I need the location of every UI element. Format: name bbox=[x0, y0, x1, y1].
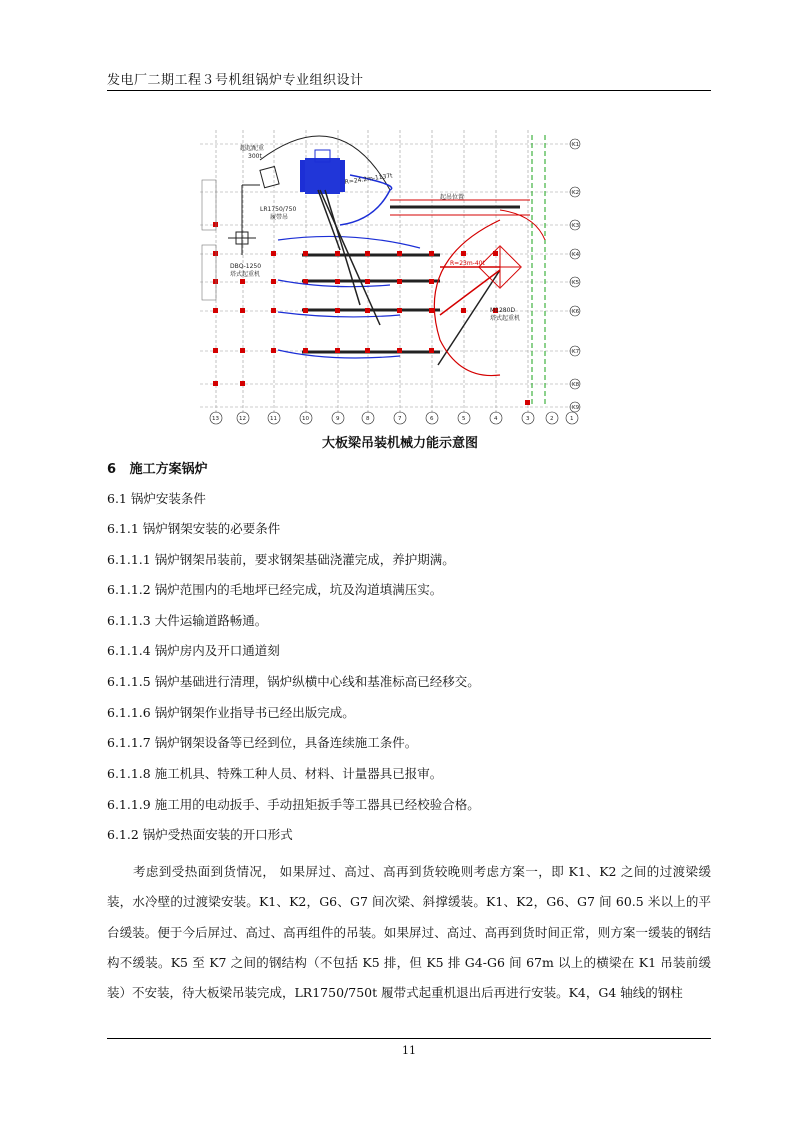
section-number: 6 bbox=[107, 462, 117, 477]
tower-right-label: M1280D bbox=[490, 307, 516, 314]
page-number: 11 bbox=[402, 1044, 416, 1057]
tower-left-label: DBQ-1250 bbox=[230, 263, 262, 270]
text-line: 6.1.1.8 施工机具、特殊工种人员、材料、计量器具已报审。 bbox=[107, 766, 443, 781]
axis-bottom-label: 1 bbox=[570, 416, 574, 422]
axis-right-label: K4 bbox=[572, 252, 580, 258]
text-line: 6.1.1 锅炉钢架安装的必要条件 bbox=[107, 521, 281, 536]
axis-bottom-label: 13 bbox=[212, 416, 219, 422]
axis-right-label: K9 bbox=[572, 405, 580, 411]
text-line: 6.1.1.7 锅炉钢架设备等已经到位，具备连续施工条件。 bbox=[107, 735, 418, 750]
text-line: 6.1.1.1 锅炉钢架吊装前，要求钢架基础浇灌完成，养护期满。 bbox=[107, 552, 455, 567]
section-title: 施工方案锅炉 bbox=[129, 462, 208, 477]
axis-right-label: K7 bbox=[572, 349, 580, 355]
crawler-label: 履带吊 bbox=[270, 214, 289, 221]
grid-vertical bbox=[216, 130, 528, 415]
figure-caption: 大板梁吊装机械力能示意图 bbox=[321, 436, 478, 451]
radius-main-label: R=24.2m-1137t bbox=[344, 172, 393, 186]
crane-layout-drawing bbox=[200, 130, 600, 425]
text-line: 6.1.1.4 锅炉房内及开口通道刻 bbox=[107, 643, 280, 658]
text-line: 6.1.1.5 锅炉基础进行清理，锅炉纵横中心线和基准标高已经移交。 bbox=[107, 674, 480, 689]
crane-layout-figure bbox=[200, 130, 600, 425]
tower-right-sub-label: 塔式起重机 bbox=[490, 315, 521, 322]
footer-rule bbox=[107, 1038, 711, 1039]
text-line: 6.1 锅炉安装条件 bbox=[107, 491, 206, 506]
text-line: 6.1.1.2 锅炉范围内的毛地坪已经完成，坑及沟道填满压实。 bbox=[107, 582, 443, 597]
axis-bottom-label: 8 bbox=[366, 416, 370, 422]
load-top-sub-label: 300t bbox=[248, 153, 262, 160]
axis-bottom-label: 6 bbox=[430, 416, 434, 422]
axis-right bbox=[570, 139, 580, 412]
body-paragraph: 考虑到受热面到货情况， 如果屏过、高过、高再到货较晚则考虑方案一，即 K1、K2 之间的过渡梁缓装，水冷壁的过渡梁安装。K1、K2，G6、G7 间次梁、斜撑缓装。K1、K2，G6、G7 间 60.5 米以上的平台缓装。便于今后屏过、高过、高再组件的吊装。如果屏过、高过、高再到货时间正常，则方案一缓装的钢结构不缓装。K5 至 K7 之间的钢结构（不包括 K5 排，但 K5 排 G4-G6 间 67m 以上的横梁在 K1 吊装前缓装）不安装，待大板梁吊装完成，LR1750/750t 履带式起重机退出后再进行安装。K4，G4 轴线的钢柱 bbox=[107, 864, 711, 1001]
radius-right-label: R=23m-40t bbox=[450, 260, 485, 267]
text-line: 6.1.1.6 锅炉钢架作业指导书已经出版完成。 bbox=[107, 705, 355, 720]
axis-bottom bbox=[210, 412, 578, 424]
crane-left-label: LR1750/750 bbox=[260, 206, 297, 213]
axis-right-label: K5 bbox=[572, 280, 580, 286]
boundary-lines bbox=[532, 135, 545, 405]
axis-bottom-label: 4 bbox=[494, 416, 498, 422]
crawler-crane bbox=[260, 150, 345, 194]
tower-crane-left bbox=[228, 185, 260, 255]
load-top-label: 超起配重 bbox=[240, 145, 265, 152]
axis-right-label: K6 bbox=[572, 309, 580, 315]
axis-right-label: K8 bbox=[572, 382, 580, 388]
header-rule bbox=[107, 90, 711, 91]
axis-bottom-label: 9 bbox=[336, 416, 340, 422]
axis-bottom-label: 10 bbox=[302, 416, 309, 422]
axis-right-label: K1 bbox=[572, 142, 580, 148]
column-markers bbox=[213, 222, 530, 405]
rail-label: 起吊位置 bbox=[440, 194, 465, 201]
text-line: 6.1.1.3 大件运输道路畅通。 bbox=[107, 613, 268, 628]
axis-bottom-label: 7 bbox=[398, 416, 402, 422]
axis-bottom-label: 2 bbox=[550, 416, 554, 422]
tower-left-sub-label: 塔式起重机 bbox=[230, 271, 261, 278]
page-header: 发电厂二期工程３号机组锅炉专业组织设计 bbox=[107, 73, 364, 88]
text-line: 6.1.1.9 施工用的电动扳手、手动扭矩扳手等工器具已经校验合格。 bbox=[107, 797, 480, 812]
axis-bottom-label: 11 bbox=[270, 416, 277, 422]
axis-bottom-label: 12 bbox=[239, 416, 246, 422]
axis-right-label: K3 bbox=[572, 223, 580, 229]
booms bbox=[318, 190, 500, 365]
section-heading bbox=[107, 458, 208, 477]
axis-bottom-label: 5 bbox=[462, 416, 466, 422]
axis-right-label: K2 bbox=[572, 190, 580, 196]
text-line: 6.1.2 锅炉受热面安装的开口形式 bbox=[107, 827, 293, 842]
axis-bottom-label: 3 bbox=[526, 416, 530, 422]
